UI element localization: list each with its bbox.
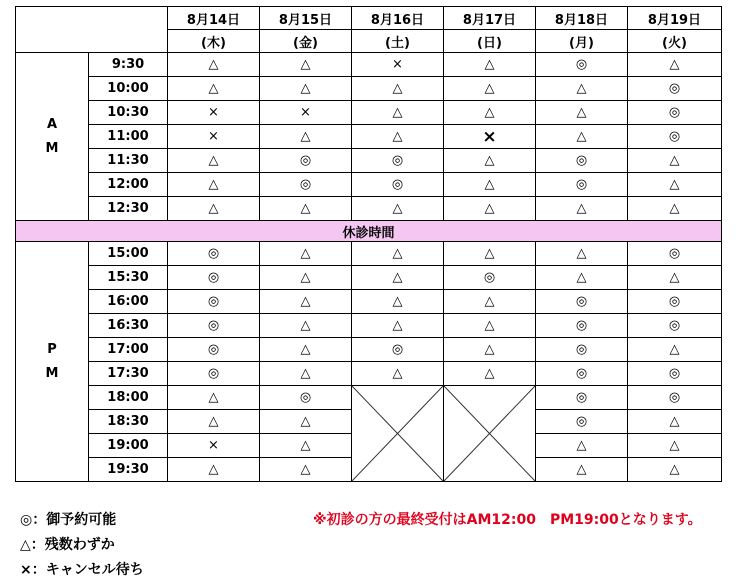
time-label: 15:30 xyxy=(89,266,168,290)
availability-cell xyxy=(168,173,260,197)
availability-symbol: ◎ xyxy=(207,318,220,333)
availability-symbol: ◎ xyxy=(299,153,312,168)
availability-cell xyxy=(168,53,260,77)
availability-symbol: △ xyxy=(300,246,311,261)
availability-cell xyxy=(628,173,722,197)
availability-cell xyxy=(536,458,628,482)
time-label: 17:30 xyxy=(89,362,168,386)
weekday-header: (木) xyxy=(168,30,260,53)
availability-symbol: ◎ xyxy=(668,390,681,405)
availability-symbol: △ xyxy=(300,270,311,285)
availability-cell xyxy=(352,125,444,149)
availability-cell xyxy=(628,410,722,434)
availability-cell xyxy=(168,314,260,338)
availability-symbol: △ xyxy=(300,438,311,453)
availability-cell xyxy=(168,458,260,482)
time-label: 9:30 xyxy=(89,53,168,77)
availability-symbol: △ xyxy=(484,177,495,192)
availability-symbol: △ xyxy=(669,270,680,285)
date-header: 8月17日 xyxy=(444,7,536,30)
availability-symbol: ◎ xyxy=(575,390,588,405)
availability-symbol: △ xyxy=(669,414,680,429)
time-label: 19:30 xyxy=(89,458,168,482)
availability-symbol: △ xyxy=(300,414,311,429)
availability-symbol: ◎ xyxy=(391,342,404,357)
availability-symbol: △ xyxy=(669,57,680,72)
time-label: 12:00 xyxy=(89,173,168,197)
availability-cell xyxy=(628,290,722,314)
availability-cell xyxy=(536,362,628,386)
availability-symbol: △ xyxy=(392,81,403,96)
availability-cell xyxy=(168,290,260,314)
time-label: 18:00 xyxy=(89,386,168,410)
availability-symbol: ◎ xyxy=(207,246,220,261)
availability-symbol: △ xyxy=(300,342,311,357)
availability-cell xyxy=(168,410,260,434)
availability-symbol: △ xyxy=(576,462,587,477)
time-slot-row xyxy=(16,338,722,362)
availability-symbol: ◎ xyxy=(207,270,220,285)
availability-symbol: △ xyxy=(484,342,495,357)
availability-cell xyxy=(444,362,536,386)
availability-cell xyxy=(444,101,536,125)
availability-symbol: △ xyxy=(392,201,403,216)
date-header: 8月15日 xyxy=(260,7,352,30)
availability-symbol: △ xyxy=(300,81,311,96)
availability-cell xyxy=(628,125,722,149)
availability-cell xyxy=(628,149,722,173)
date-header: 8月19日 xyxy=(628,7,722,30)
availability-cell xyxy=(168,434,260,458)
time-slot-row xyxy=(16,101,722,125)
availability-symbol: △ xyxy=(484,201,495,216)
availability-cell xyxy=(628,458,722,482)
availability-symbol: △ xyxy=(576,201,587,216)
availability-symbol: × xyxy=(208,438,219,453)
legend-waitlist: ×：キャンセル待ち xyxy=(20,562,144,578)
availability-symbol: △ xyxy=(300,129,311,144)
availability-cell xyxy=(352,149,444,173)
availability-cell xyxy=(168,266,260,290)
time-label: 10:00 xyxy=(89,77,168,101)
availability-cell xyxy=(352,53,444,77)
availability-cell xyxy=(536,290,628,314)
availability-symbol: △ xyxy=(392,105,403,120)
availability-symbol: △ xyxy=(669,153,680,168)
availability-cell xyxy=(536,53,628,77)
availability-cell xyxy=(536,173,628,197)
date-header: 8月18日 xyxy=(536,7,628,30)
availability-symbol: △ xyxy=(669,177,680,192)
weekday-header: (土) xyxy=(352,30,444,53)
availability-cell xyxy=(444,77,536,101)
availability-symbol: × xyxy=(482,126,497,147)
availability-cell xyxy=(168,386,260,410)
availability-cell xyxy=(628,197,722,221)
availability-symbol: ◎ xyxy=(668,318,681,333)
am-period-label xyxy=(16,53,89,221)
availability-symbol: △ xyxy=(576,129,587,144)
availability-cell xyxy=(628,266,722,290)
time-label: 11:30 xyxy=(89,149,168,173)
availability-symbol: ◎ xyxy=(668,246,681,261)
availability-symbol: △ xyxy=(300,57,311,72)
availability-cell xyxy=(260,290,352,314)
availability-cell xyxy=(168,242,260,266)
availability-cell xyxy=(168,125,260,149)
availability-cell xyxy=(536,77,628,101)
availability-cell xyxy=(536,386,628,410)
availability-symbol: △ xyxy=(484,246,495,261)
availability-cell xyxy=(260,53,352,77)
availability-cell xyxy=(536,101,628,125)
pm-period-label xyxy=(16,242,89,482)
availability-cell xyxy=(168,197,260,221)
closed-slot-cross xyxy=(444,386,536,482)
pm-period-letter: P xyxy=(47,341,57,357)
availability-cell xyxy=(536,125,628,149)
availability-symbol: △ xyxy=(208,390,219,405)
availability-symbol: ◎ xyxy=(391,177,404,192)
availability-cell xyxy=(260,77,352,101)
date-header: 8月16日 xyxy=(352,7,444,30)
availability-symbol: △ xyxy=(576,438,587,453)
availability-cell xyxy=(444,338,536,362)
availability-cell xyxy=(536,266,628,290)
weekday-header: (金) xyxy=(260,30,352,53)
time-slot-row xyxy=(16,149,722,173)
availability-cell xyxy=(352,77,444,101)
availability-symbol: △ xyxy=(392,246,403,261)
time-label: 10:30 xyxy=(89,101,168,125)
am-period-letter: A xyxy=(46,116,58,132)
availability-symbol: △ xyxy=(300,366,311,381)
availability-symbol: △ xyxy=(484,294,495,309)
time-label: 16:30 xyxy=(89,314,168,338)
availability-symbol: ◎ xyxy=(207,342,220,357)
availability-cell xyxy=(536,434,628,458)
availability-cell xyxy=(260,362,352,386)
availability-symbol: × xyxy=(208,105,219,120)
weekday-header: (月) xyxy=(536,30,628,53)
break-row xyxy=(16,221,722,242)
availability-symbol: △ xyxy=(208,201,219,216)
availability-symbol: △ xyxy=(484,153,495,168)
availability-cell xyxy=(628,386,722,410)
availability-cell xyxy=(260,266,352,290)
time-label: 11:00 xyxy=(89,125,168,149)
availability-cell xyxy=(628,77,722,101)
availability-symbol: ◎ xyxy=(575,342,588,357)
availability-cell xyxy=(628,434,722,458)
am-period-letter: M xyxy=(45,140,59,156)
availability-symbol: △ xyxy=(208,414,219,429)
availability-cell xyxy=(260,434,352,458)
availability-cell xyxy=(168,149,260,173)
availability-symbol: △ xyxy=(300,318,311,333)
availability-cell xyxy=(628,362,722,386)
availability-symbol: △ xyxy=(300,294,311,309)
time-label: 16:00 xyxy=(89,290,168,314)
time-label: 19:00 xyxy=(89,434,168,458)
availability-cell xyxy=(352,173,444,197)
availability-cell xyxy=(536,149,628,173)
availability-cell xyxy=(536,242,628,266)
availability-symbol: △ xyxy=(669,201,680,216)
header-date-row xyxy=(16,7,722,30)
availability-cell xyxy=(444,290,536,314)
availability-cell xyxy=(628,314,722,338)
availability-symbol: △ xyxy=(576,81,587,96)
availability-cell xyxy=(260,197,352,221)
availability-cell xyxy=(352,266,444,290)
time-label: 17:00 xyxy=(89,338,168,362)
availability-symbol: △ xyxy=(484,81,495,96)
time-slot-row xyxy=(16,386,722,410)
first-visit-note: ※初診の方の最終受付はAM12:00 PM19:00となります。 xyxy=(313,512,702,528)
availability-symbol: △ xyxy=(392,294,403,309)
time-slot-row xyxy=(16,77,722,101)
availability-symbol: △ xyxy=(300,201,311,216)
availability-symbol: ◎ xyxy=(391,153,404,168)
time-slot-row xyxy=(16,242,722,266)
availability-symbol: ◎ xyxy=(299,390,312,405)
availability-cell xyxy=(536,314,628,338)
availability-symbol: ◎ xyxy=(575,318,588,333)
availability-symbol: △ xyxy=(208,177,219,192)
availability-cell xyxy=(444,266,536,290)
time-slot-row xyxy=(16,290,722,314)
availability-symbol: △ xyxy=(392,318,403,333)
availability-cell xyxy=(536,410,628,434)
availability-symbol: × xyxy=(300,105,311,120)
weekday-header: (日) xyxy=(444,30,536,53)
availability-cell xyxy=(444,149,536,173)
availability-symbol: ◎ xyxy=(668,81,681,96)
date-header: 8月14日 xyxy=(168,7,260,30)
availability-cell xyxy=(260,458,352,482)
availability-symbol: △ xyxy=(392,270,403,285)
availability-cell xyxy=(628,338,722,362)
availability-symbol: △ xyxy=(669,438,680,453)
break-label: 休診時間 xyxy=(16,221,722,242)
availability-symbol: △ xyxy=(484,105,495,120)
time-slot-row xyxy=(16,173,722,197)
availability-cell xyxy=(444,242,536,266)
availability-cell xyxy=(352,362,444,386)
availability-cell xyxy=(352,242,444,266)
availability-cell xyxy=(260,386,352,410)
availability-cell xyxy=(260,338,352,362)
time-slot-row xyxy=(16,53,722,77)
schedule-table xyxy=(15,6,722,482)
availability-symbol: △ xyxy=(669,462,680,477)
weekday-header: (火) xyxy=(628,30,722,53)
availability-symbol: ◎ xyxy=(207,366,220,381)
availability-symbol: △ xyxy=(484,318,495,333)
availability-cell xyxy=(168,101,260,125)
availability-cell xyxy=(260,410,352,434)
availability-cell xyxy=(352,338,444,362)
availability-symbol: ◎ xyxy=(575,294,588,309)
availability-symbol: × xyxy=(392,57,403,72)
availability-cell xyxy=(444,197,536,221)
availability-cell xyxy=(352,314,444,338)
availability-cell xyxy=(536,338,628,362)
availability-symbol: ◎ xyxy=(668,105,681,120)
time-slot-row xyxy=(16,266,722,290)
time-label: 18:30 xyxy=(89,410,168,434)
availability-symbol: × xyxy=(208,129,219,144)
availability-cell xyxy=(444,125,536,149)
legend-available: ◎：御予約可能 xyxy=(20,512,117,528)
pm-period-letter: M xyxy=(45,365,59,381)
availability-symbol: ◎ xyxy=(299,177,312,192)
availability-cell xyxy=(536,197,628,221)
availability-symbol: △ xyxy=(392,129,403,144)
availability-cell xyxy=(260,314,352,338)
availability-symbol: △ xyxy=(484,57,495,72)
availability-symbol: △ xyxy=(208,462,219,477)
availability-cell xyxy=(260,125,352,149)
availability-symbol: △ xyxy=(208,81,219,96)
availability-symbol: ◎ xyxy=(575,57,588,72)
availability-symbol: △ xyxy=(300,462,311,477)
time-slot-row xyxy=(16,362,722,386)
availability-cell xyxy=(444,53,536,77)
availability-cell xyxy=(352,101,444,125)
availability-symbol: △ xyxy=(576,270,587,285)
availability-symbol: △ xyxy=(208,153,219,168)
availability-symbol: △ xyxy=(208,57,219,72)
availability-cell xyxy=(168,77,260,101)
availability-symbol: ◎ xyxy=(668,294,681,309)
availability-cell xyxy=(260,242,352,266)
availability-symbol: ◎ xyxy=(575,177,588,192)
legend-few-left: △：残数わずか xyxy=(20,537,115,553)
availability-symbol: ◎ xyxy=(575,153,588,168)
availability-cell xyxy=(628,101,722,125)
time-slot-row xyxy=(16,125,722,149)
availability-symbol: △ xyxy=(392,366,403,381)
time-slot-row xyxy=(16,314,722,338)
availability-cell xyxy=(444,173,536,197)
availability-symbol: ◎ xyxy=(575,414,588,429)
availability-symbol: △ xyxy=(576,246,587,261)
availability-symbol: ◎ xyxy=(483,270,496,285)
availability-symbol: ◎ xyxy=(575,366,588,381)
availability-cell xyxy=(260,173,352,197)
availability-cell xyxy=(352,290,444,314)
time-label: 12:30 xyxy=(89,197,168,221)
availability-symbol: ◎ xyxy=(668,129,681,144)
availability-symbol: ◎ xyxy=(207,294,220,309)
time-label: 15:00 xyxy=(89,242,168,266)
corner-cell xyxy=(16,7,168,53)
availability-cell xyxy=(628,242,722,266)
availability-cell xyxy=(168,362,260,386)
availability-symbol: △ xyxy=(576,105,587,120)
time-slot-row xyxy=(16,197,722,221)
availability-cell xyxy=(260,101,352,125)
availability-symbol: △ xyxy=(669,342,680,357)
availability-cell xyxy=(168,338,260,362)
availability-cell xyxy=(352,197,444,221)
availability-cell xyxy=(444,314,536,338)
availability-cell xyxy=(628,53,722,77)
availability-symbol: △ xyxy=(484,366,495,381)
availability-symbol: ◎ xyxy=(668,366,681,381)
closed-slot-cross xyxy=(352,386,444,482)
availability-cell xyxy=(260,149,352,173)
